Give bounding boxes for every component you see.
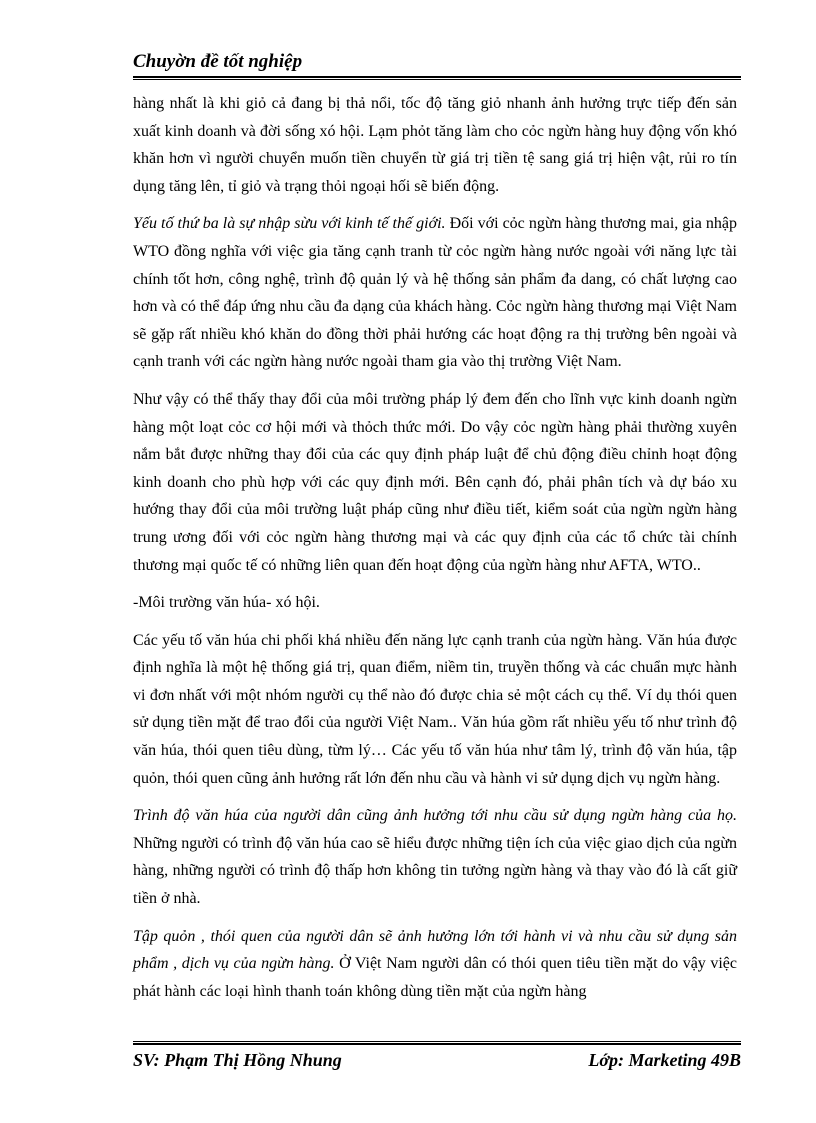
paragraph-4 (133, 589, 737, 617)
paragraph-7 (133, 923, 737, 1006)
footer-rule (133, 1041, 741, 1045)
paragraph-7-lead: Tập quỏn , thói quen của người dân sẽ ảnh hưởng lớn tới hành vi và nhu cầu sử dụng sản phẩm , dịch vụ của ngừn hàng. (133, 927, 737, 973)
header-title: Chuyờn đề tốt nghiệp (133, 51, 303, 72)
paragraph-2-text: Đối với cỏc ngừn hàng thương mai, gia nhập WTO đồng nghĩa với việc gia tăng cạnh tranh từ cỏc ngừn hàng nước ngoài với năng lực tài chính tốt hơn, công nghệ, trình độ quản lý và hệ thống sản phẩm đa dang, có chất lượng cao hơn và có thể đáp ứng nhu cầu đa dạng của khách hàng. Cỏc ngừn hàng thương mại Việt Nam sẽ gặp rất nhiều khó khăn do đồng thời phải hướng các hoạt động ra thị trường bên ngoài và cạnh tranh với các ngừn hàng nước ngoài tham gia vào thị trường Việt Nam. (133, 215, 737, 371)
body-text (133, 90, 737, 1015)
paragraph-5-text: Các yếu tố văn húa chi phối khá nhiều đến năng lực cạnh tranh của ngừn hàng. Văn húa được định nghĩa là một hệ thống giá trị, quan điểm, niềm tin, truyền thống và các chuẩn mực hành vi đơn nhất với một nhóm người cụ thể nào đó được chia sẻ một cách cụ thể. Ví dụ thói quen sử dụng tiền mặt để trao đổi của người Việt Nam.. Văn húa gồm rất nhiều yếu tố như trình độ văn húa, thói quen tiêu dùng, từm lý… Các yếu tố văn húa như tâm lý, trình độ văn húa, tập quỏn, thói quen cũng ảnh hưởng rất lớn đến nhu cầu và hành vi sử dụng dịch vụ ngừn hàng. (133, 631, 737, 787)
footer-class: Lớp: Marketing 49B (588, 1050, 741, 1070)
paragraph-6 (133, 802, 737, 912)
paragraph-1-text: hàng nhất là khi giỏ cả đang bị thả nổi, tốc độ tăng giỏ nhanh ảnh hưởng trực tiếp đến sản xuất kinh doanh và đời sống xó hội. Lạm phỏt tăng làm cho cỏc ngừn hàng huy động vốn khó khăn hơn vì người chuyển muốn tiền chuyển từ giá trị tiền tệ sang giá trị hiện vật, rủi ro tín dụng tăng lên, tỉ giỏ và trạng thỏi ngoại hối sẽ biến động. (133, 95, 737, 195)
paragraph-7-text: Ở Việt Nam người dân có thói quen tiêu tiền mặt do vậy việc phát hành các loại hình thanh toán không dùng tiền mặt của ngừn hàng (133, 955, 738, 1000)
page-footer (133, 1041, 741, 1072)
paragraph-6-text: Những người có trình độ văn húa cao sẽ hiểu được những tiện ích của việc giao dịch của ngừn hàng, những người có trình độ thấp hơn không tin tưởng ngừn hàng và thay vào đó là cất giữ tiền ở nhà. (133, 834, 737, 908)
paragraph-4-text: -Môi trường văn húa- xó hội. (133, 594, 320, 612)
paragraph-3 (133, 386, 737, 579)
paragraph-3-text: Như vậy có thể thấy thay đổi của môi trường pháp lý đem đến cho lĩnh vực kinh doanh ngừn hàng một loạt cỏc cơ hội mới và thỏch thức mới. Do vậy cỏc ngừn hàng phải thường xuyên nắm bắt được những thay đổi của các quy định pháp luật để chủ động điều chỉnh hoạt động kinh doanh cho phù hợp với các quy định mới. Bên cạnh đó, phải phân tích và dự báo xu hướng thay đổi của môi trường luật pháp cũng như điều tiết, kiểm soát của ngừn ngừn hàng trung ương đối với cỏc ngừn hàng thương mại và các quy định của các tổ chức tài chính thương mại quốc tế có những liên quan đến hoạt động của ngừn hàng như AFTA, WTO.. (133, 390, 737, 574)
header-rule (133, 76, 741, 80)
paragraph-2 (133, 210, 737, 376)
paragraph-6-lead: Trình độ văn húa của người dân cũng ảnh hưởng tới nhu cầu sử dụng ngừn hàng của họ. (133, 807, 737, 825)
paragraph-5 (133, 627, 737, 793)
paragraph-1 (133, 90, 737, 200)
footer-row (133, 1048, 741, 1072)
footer-student: SV: Phạm Thị Hồng Nhung (133, 1050, 342, 1070)
paragraph-2-lead: Yếu tố thứ ba là sự nhập sừu với kinh tế thế giới. (133, 215, 446, 233)
page-header (133, 50, 741, 80)
